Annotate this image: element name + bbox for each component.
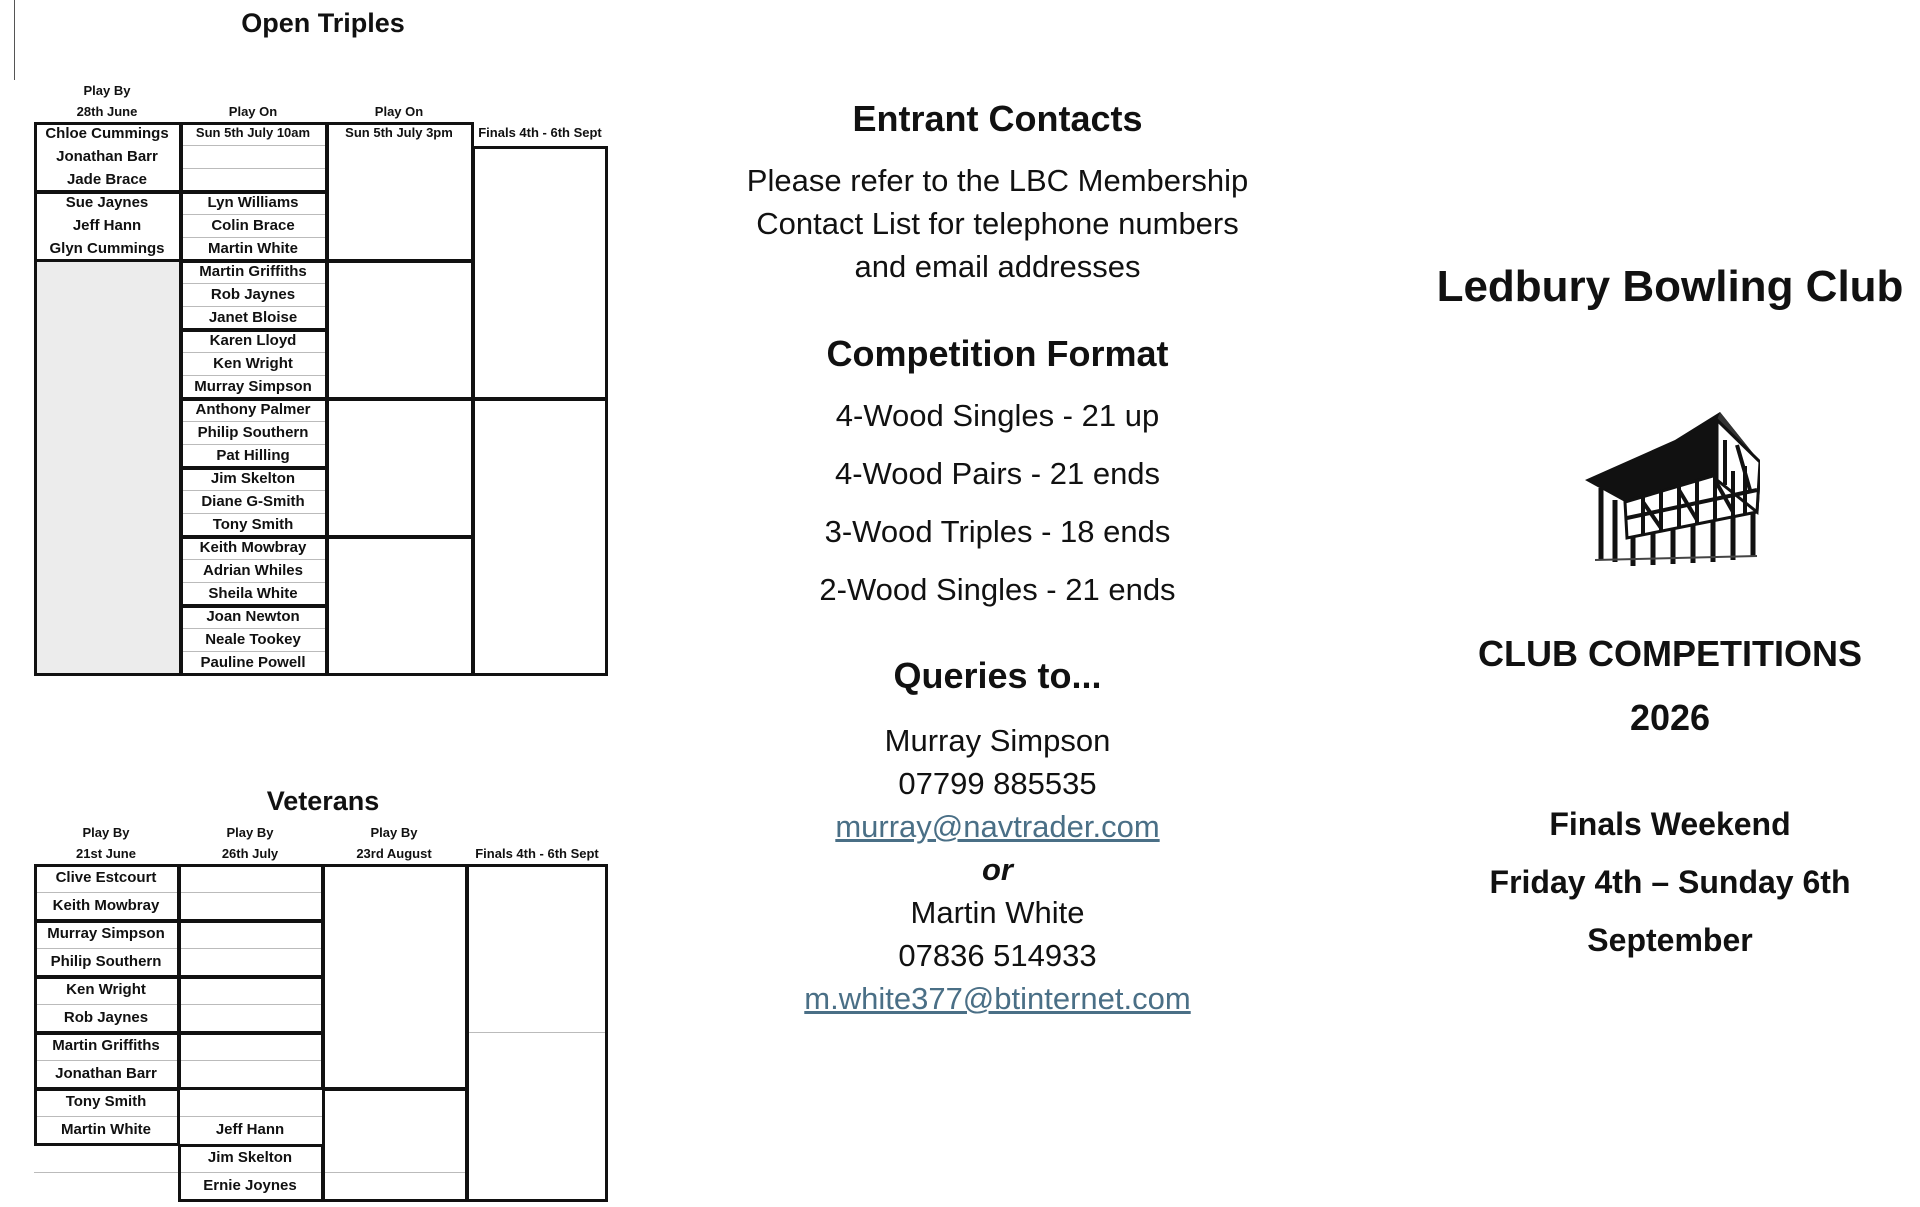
ot-match-box [326, 536, 474, 676]
ot-match-box [180, 260, 328, 331]
finals-weekend-month: September [1587, 922, 1753, 958]
vet-match-box [178, 920, 324, 978]
ot-entrant: Murray Simpson [194, 378, 312, 395]
vet-entrant: Martin Griffiths [52, 1037, 160, 1054]
contact2-name: Martin White [910, 895, 1085, 930]
vet-entrant: Jim Skelton [207, 1149, 293, 1166]
vet-header-col4: Finals 4th - 6th Sept [475, 846, 599, 861]
vet-entrant [178, 1088, 322, 1116]
ot-entrant: Adrian Whiles [202, 562, 303, 579]
market-house-icon [1585, 410, 1760, 575]
ot-entrant: Philip Southern [197, 424, 309, 441]
ot-match-box [180, 536, 328, 607]
ot-entrant: Anthony Palmer [195, 401, 311, 418]
ot-entrant: Neale Tookey [205, 631, 301, 648]
ot-entrant: Sue Jaynes [65, 194, 149, 211]
ot-entrant: Lyn Williams [207, 194, 299, 211]
contact2-email-link[interactable]: m.white377@btinternet.com [804, 981, 1191, 1016]
ot-entrant: Pat Hilling [216, 447, 290, 464]
ot-entrant: Martin Griffiths [199, 263, 307, 280]
vet-row-divider [34, 1172, 178, 1173]
contact1-phone: 07799 885535 [898, 766, 1097, 801]
club-name: Ledbury Bowling Club [1436, 262, 1904, 311]
ot-entrant: Jonathan Barr [56, 148, 158, 165]
format-item: 3-Wood Triples - 18 ends [824, 514, 1171, 549]
ot-entrant: Jade Brace [66, 171, 148, 188]
vet-match-box [34, 864, 180, 922]
vet-match-box [34, 920, 180, 978]
vet-entrant: Tony Smith [65, 1093, 147, 1110]
veterans-title: Veterans [266, 786, 380, 816]
ot-entrant: Martin White [208, 240, 298, 257]
vet-row-divider [178, 1116, 322, 1117]
ot-entrant: Jim Skelton [210, 470, 296, 487]
ot-frame [34, 122, 182, 676]
vet-match-box [178, 976, 324, 1034]
ot-entrant: Colin Brace [211, 217, 295, 234]
vet-entrant: Philip Southern [50, 953, 162, 970]
vet-entrant: Martin White [61, 1121, 151, 1138]
ot-match-box [180, 122, 328, 193]
ot-entrant: Chloe Cummings [45, 125, 169, 142]
competition-year: 2026 [1629, 697, 1711, 738]
ot-entrant: Tony Smith [212, 516, 294, 533]
ot-entrant: Ken Wright [213, 355, 293, 372]
contact1-email-link[interactable]: murray@navtrader.com [835, 809, 1160, 844]
format-item: 2-Wood Singles - 21 ends [819, 572, 1176, 607]
ot-final-box [472, 146, 608, 400]
vet-header-col1: Play By 21st June [76, 825, 136, 861]
vet-match-box [34, 1088, 180, 1146]
vet-header-col3: Play By 23rd August [356, 825, 432, 861]
format-item: 4-Wood Singles - 21 up [835, 398, 1160, 433]
ot-entrant: Diane G-Smith [201, 493, 305, 510]
ot-entrant: Karen Lloyd [209, 332, 297, 349]
ot-match-box [180, 191, 328, 262]
ot-match-box [180, 467, 328, 538]
vet-entrant: Jonathan Barr [55, 1065, 157, 1082]
vet-final-box [466, 864, 608, 1202]
ot-header-col3: Play On Sun 5th July 3pm [345, 104, 453, 140]
ot-match-box [326, 122, 474, 262]
ot-entrant: Sheila White [208, 585, 298, 602]
entrant-contacts-text: Please refer to the LBC Membership Contact List for telephone numbers and email addresses [746, 163, 1249, 284]
ot-match-box [180, 605, 328, 676]
ot-entrant: Rob Jaynes [210, 286, 296, 303]
ot-header-col2: Play On Sun 5th July 10am [195, 104, 311, 140]
ot-match-box [180, 398, 328, 469]
or-separator: or [982, 852, 1013, 887]
ot-entrant: Joan Newton [206, 608, 300, 625]
vet-entrant: Keith Mowbray [52, 897, 160, 914]
ot-entrant: Pauline Powell [200, 654, 306, 671]
ot-entrant: Jeff Hann [72, 217, 142, 234]
ot-entrant: Keith Mowbray [199, 539, 307, 556]
contact1-name: Murray Simpson [884, 723, 1111, 758]
vet-entrant: Rob Jaynes [63, 1009, 149, 1026]
ot-entrant: Janet Bloise [208, 309, 298, 326]
contact2-phone: 07836 514933 [898, 938, 1097, 973]
ot-header-col4: Finals 4th - 6th Sept [478, 125, 602, 140]
vet-match-box [34, 976, 180, 1034]
format-item: 4-Wood Pairs - 21 ends [834, 456, 1161, 491]
queries-heading: Queries to... [893, 655, 1102, 696]
vet-match-box [322, 1088, 468, 1202]
vet-entrant: Ernie Joynes [203, 1177, 297, 1194]
competition-format-heading: Competition Format [826, 333, 1169, 374]
ot-entrant: Glyn Cummings [49, 240, 165, 257]
vet-match-box [34, 1032, 180, 1090]
open-triples-title: Open Triples [241, 8, 405, 38]
finals-weekend-dates: Friday 4th – Sunday 6th [1489, 864, 1851, 900]
entrant-contacts-heading: Entrant Contacts [852, 98, 1143, 139]
vet-match-box [178, 864, 324, 922]
ot-header-col1: Play By 28th June [76, 83, 138, 119]
vet-entrant: Ken Wright [66, 981, 146, 998]
club-competitions-heading: CLUB COMPETITIONS [1478, 633, 1862, 674]
ot-match-box [180, 329, 328, 400]
vet-header-col2: Play By 26th July [221, 825, 279, 861]
ot-final-box [472, 398, 608, 676]
ot-match-box [326, 398, 474, 538]
vet-entrant: Clive Estcourt [55, 869, 157, 886]
ot-match-box [326, 260, 474, 400]
vet-match-box [178, 1032, 324, 1090]
vet-match-box [322, 864, 468, 1090]
left-margin-line [14, 0, 15, 80]
vet-match-box [178, 1144, 324, 1202]
vet-entrant: Murray Simpson [47, 925, 165, 942]
finals-weekend-title: Finals Weekend [1549, 806, 1791, 842]
vet-entrant: Jeff Hann [215, 1121, 285, 1138]
